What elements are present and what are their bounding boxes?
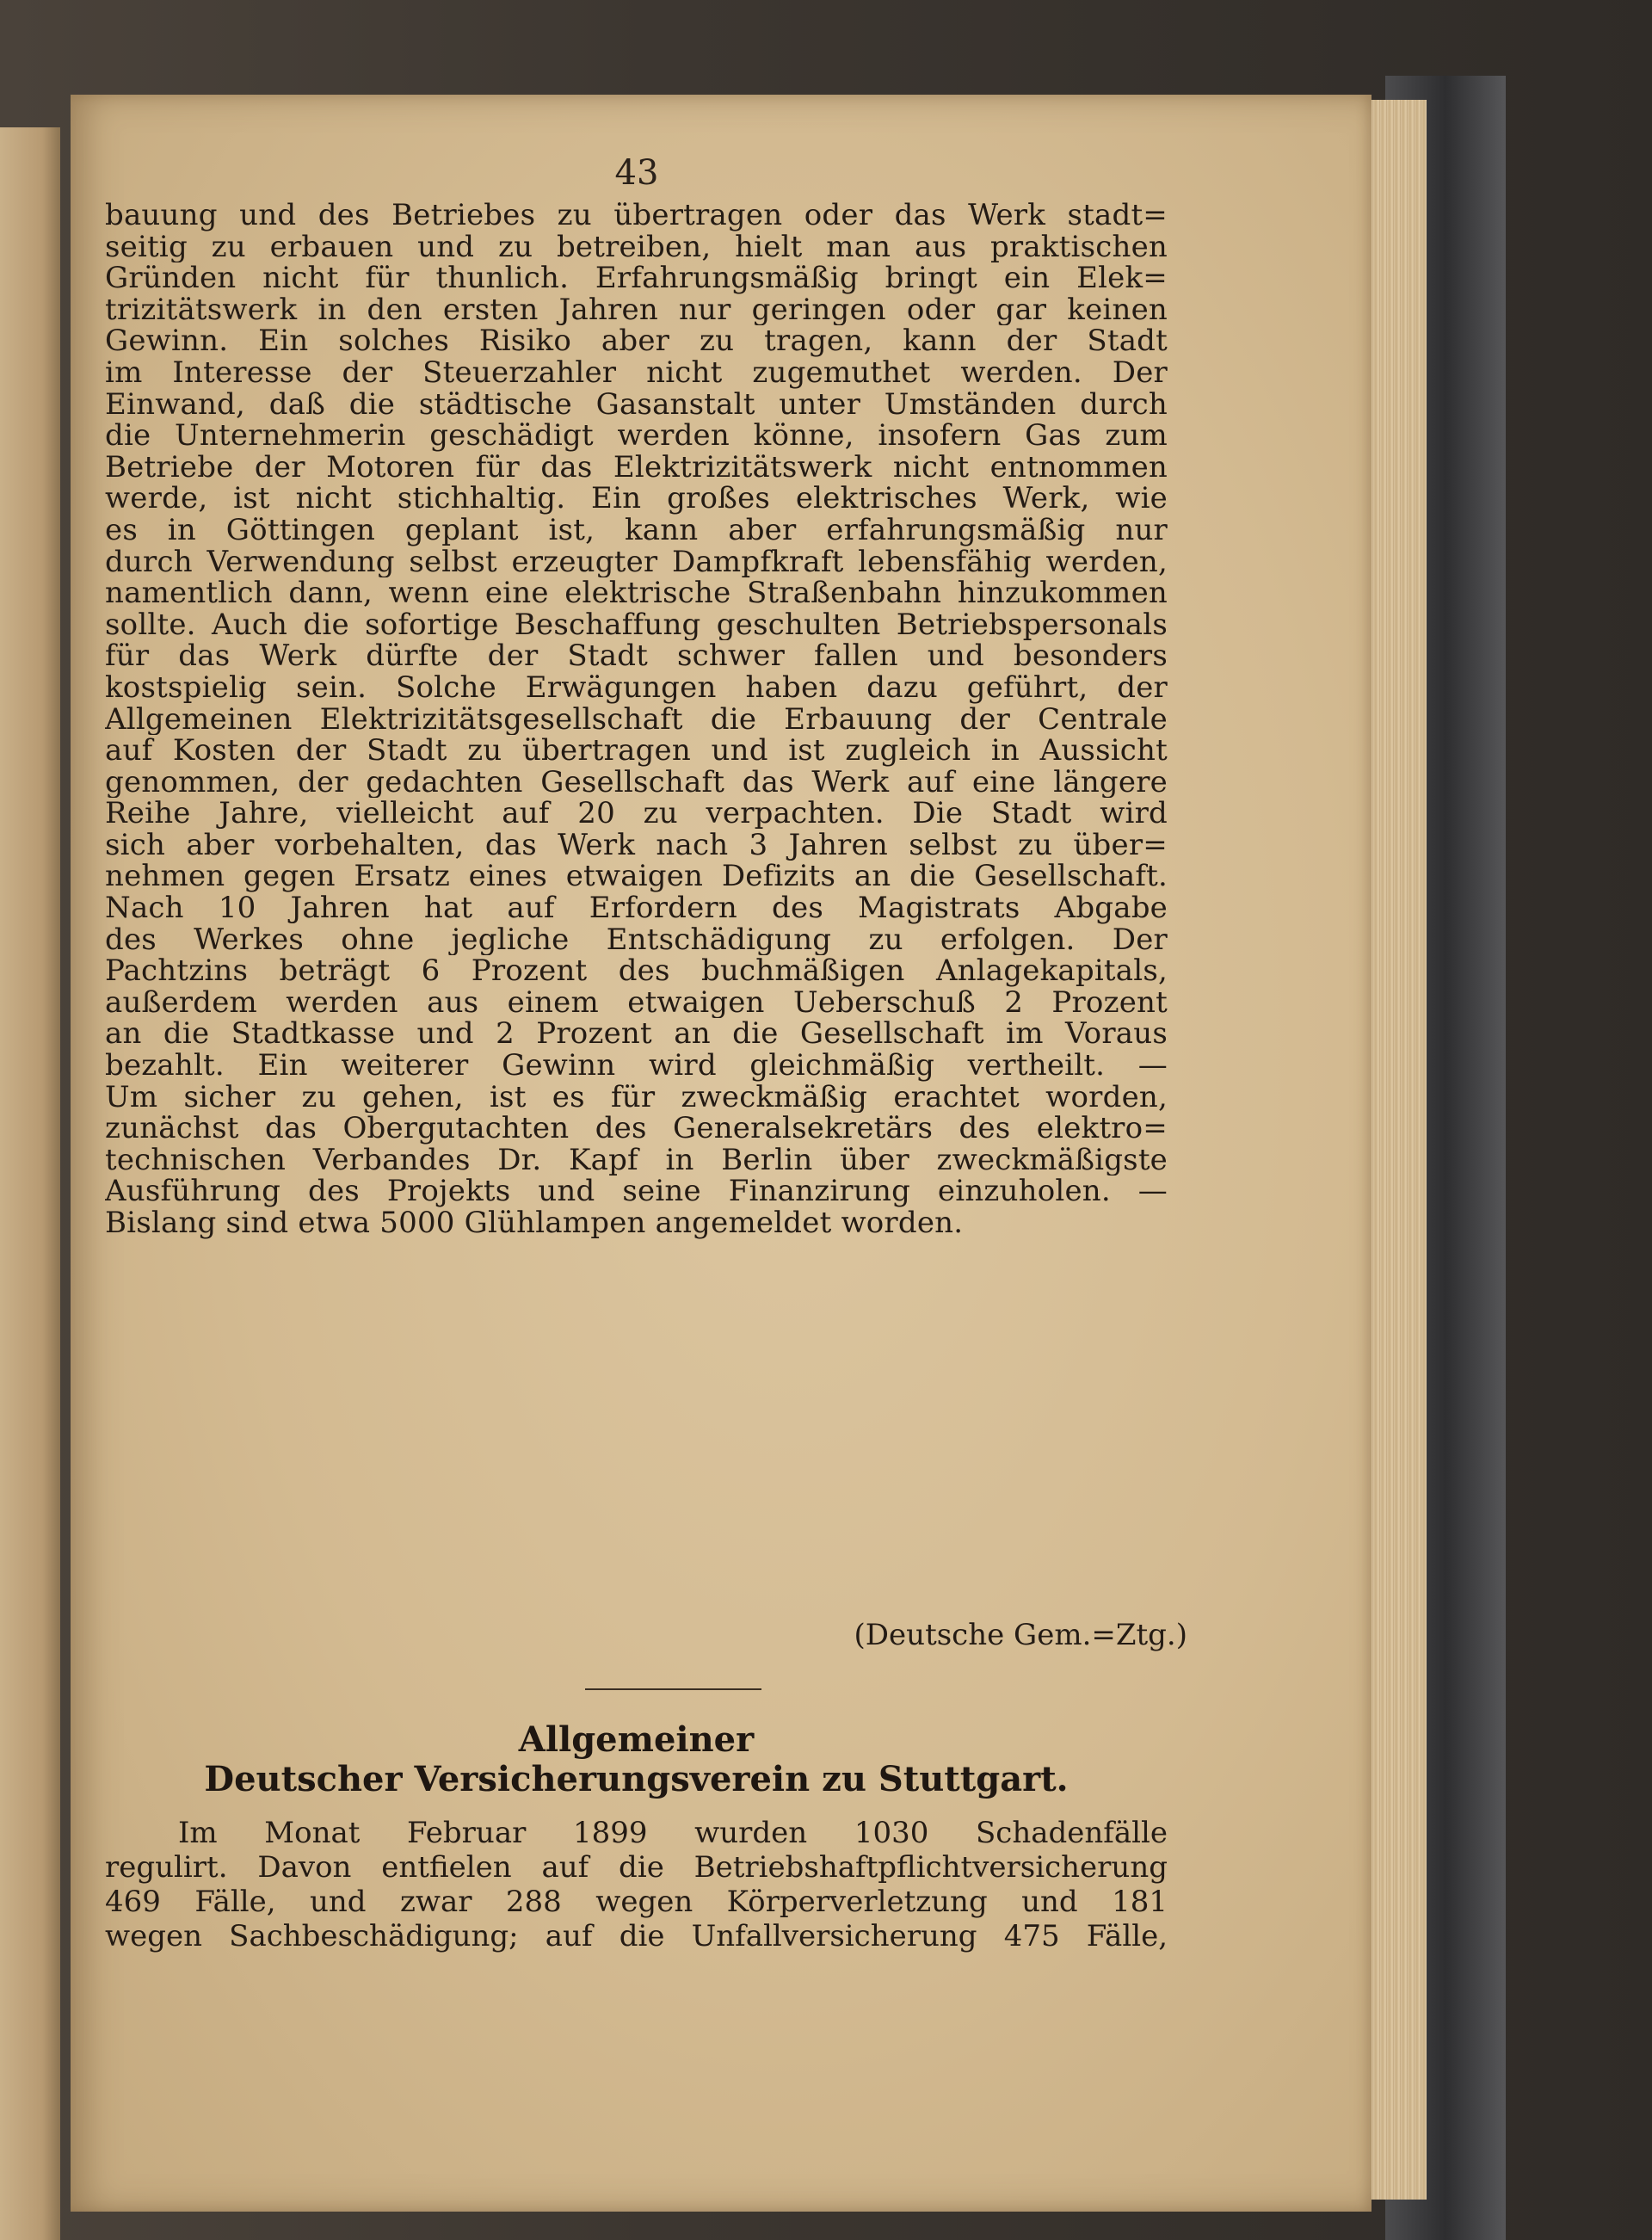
text-line: nehmen gegen Ersatz eines etwaigen Defizits an die Gesellschaft. (105, 861, 1168, 893)
text-line: für das Werk dürfte der Stadt schwer fallen und besonders (105, 640, 1168, 672)
text-line: werde, ist nicht stichhaltig. Ein großes elektrisches Werk, wie (105, 483, 1168, 515)
text-line: Gewinn. Ein solches Risiko aber zu tragen, kann der Stadt (105, 325, 1168, 357)
page-stack-edges (1366, 100, 1427, 2200)
text-line: bezahlt. Ein weiterer Gewinn wird gleichmäßig vertheilt. — (105, 1050, 1168, 1082)
text-line: Pachtzins beträgt 6 Prozent des buchmäßigen Anlagekapitals, (105, 955, 1168, 987)
text-line: es in Göttingen geplant ist, kann aber erfahrungsmäßig nur (105, 514, 1168, 546)
text-line: die Unternehmerin geschädigt werden könne, insofern Gas zum (105, 420, 1168, 452)
page-number: 43 (614, 153, 659, 193)
text-line: 469 Fälle, und zwar 288 wegen Körperverletzung und 181 (105, 1885, 1168, 1919)
section-heading-line-2: Deutscher Versicherungsverein zu Stuttgart. (204, 1759, 1069, 1799)
previous-page-edge (0, 127, 60, 2240)
section-divider (585, 1688, 761, 1690)
text-line: Im Monat Februar 1899 wurden 1030 Schadenfälle (178, 1816, 1168, 1850)
article-paragraph-2 (105, 1816, 1168, 1953)
text-line: kostspielig sein. Solche Erwägungen haben dazu geführt, der (105, 671, 1168, 704)
text-line: Um sicher zu gehen, ist es für zweckmäßig erachtet worden, (105, 1081, 1168, 1114)
text-line: zunächst das Obergutachten des Generalsekretärs des elektro= (105, 1113, 1168, 1145)
text-line: Betriebe der Motoren für das Elektrizitätswerk nicht entnommen (105, 451, 1168, 484)
text-line: außerdem werden aus einem etwaigen Ueberschuß 2 Prozent (105, 986, 1168, 1019)
article-paragraph-1 (105, 200, 1168, 1239)
text-line: genommen, der gedachten Gesellschaft das Werk auf eine längere (105, 766, 1168, 799)
text-line: Bislang sind etwa 5000 Glühlampen angemeldet worden. (105, 1207, 964, 1239)
text-line: Reihe Jahre, vielleicht auf 20 zu verpachten. Die Stadt wird (105, 798, 1168, 830)
text-line: sich aber vorbehalten, das Werk nach 3 Jahren selbst zu über= (105, 829, 1168, 861)
text-line: sollte. Auch die sofortige Beschaffung geschulten Betriebspersonals (105, 608, 1168, 641)
text-line: Allgemeinen Elektrizitätsgesellschaft die Erbauung der Centrale (105, 703, 1168, 736)
text-line: durch Verwendung selbst erzeugter Dampfkraft lebensfähig werden, (105, 546, 1168, 578)
text-line: an die Stadtkasse und 2 Prozent an die Gesellschaft im Voraus (105, 1018, 1168, 1051)
text-line: regulirt. Davon entfielen auf die Betriebshaftpflichtversicherung (105, 1850, 1168, 1885)
text-line: wegen Sachbeschädigung; auf die Unfallversicherung 475 Fälle, (105, 1919, 1168, 1953)
text-line: Gründen nicht für thunlich. Erfahrungsmäßig bringt ein Elek= (105, 262, 1168, 294)
text-line: technischen Verbandes Dr. Kapf in Berlin über zweckmäßigste (105, 1144, 1168, 1176)
text-line: namentlich dann, wenn eine elektrische Straßenbahn hinzukommen (105, 577, 1168, 609)
source-attribution: (Deutsche Gem.=Ztg.) (854, 1618, 1187, 1652)
text-line: Nach 10 Jahren hat auf Erfordern des Magistrats Abgabe (105, 892, 1168, 924)
text-line: im Interesse der Steuerzahler nicht zugemuthet werden. Der (105, 356, 1168, 389)
text-line: trizitätswerk in den ersten Jahren nur geringen oder gar keinen (105, 293, 1168, 326)
text-line: auf Kosten der Stadt zu übertragen und ist zugleich in Aussicht (105, 735, 1168, 767)
text-line: Ausführung des Projekts und seine Finanzirung einzuholen. — (105, 1176, 1168, 1207)
text-line: bauung und des Betriebes zu übertragen oder das Werk stadt= (105, 200, 1168, 231)
text-line: seitig zu erbauen und zu betreiben, hielt man aus praktischen (105, 231, 1168, 263)
text-line: des Werkes ohne jegliche Entschädigung zu erfolgen. Der (105, 923, 1168, 956)
section-heading-line-1: Allgemeiner (518, 1719, 755, 1760)
text-line: Einwand, daß die städtische Gasanstalt unter Umständen durch (105, 388, 1168, 421)
